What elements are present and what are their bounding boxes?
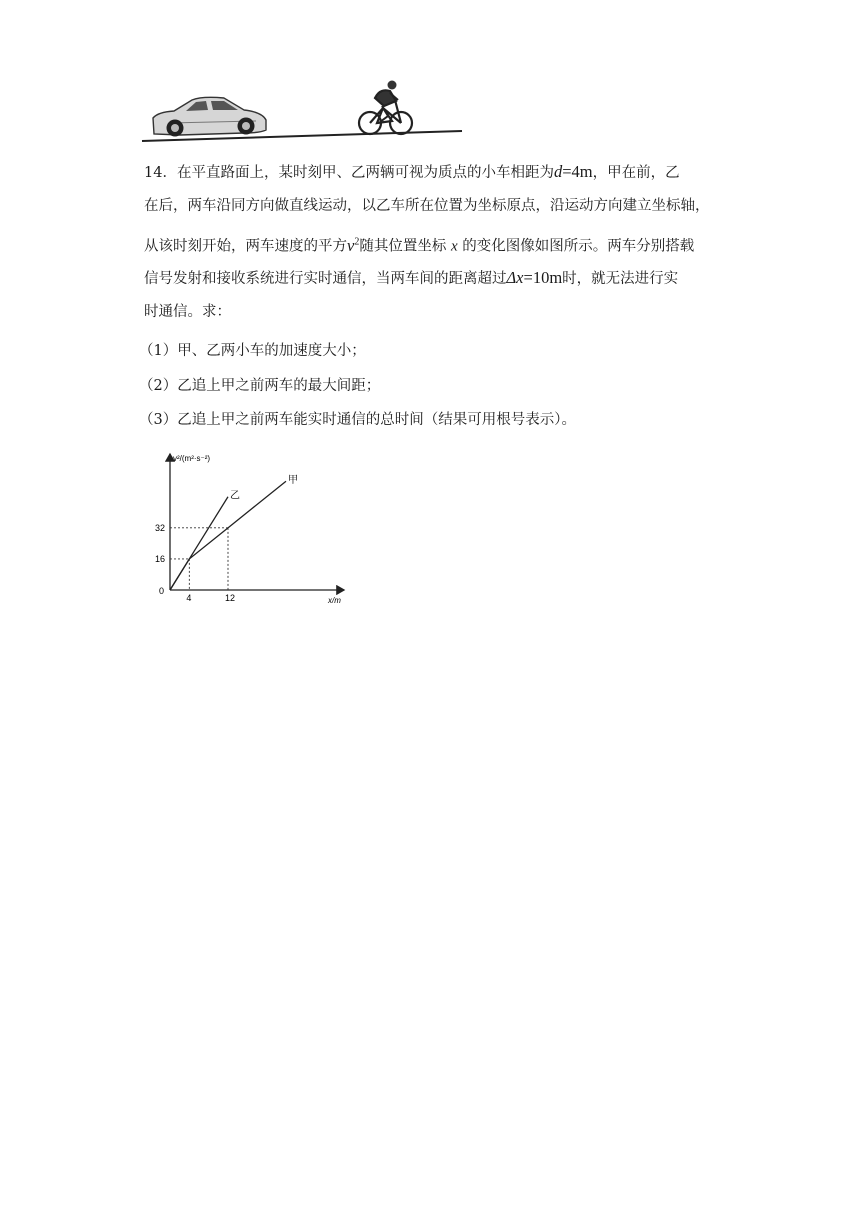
delta-x-variable: Δx [506, 268, 524, 287]
problem-text: 时，就无法进行实 [562, 271, 679, 287]
x-tick-label: 4 [186, 593, 192, 603]
y-tick-label: 32 [155, 522, 166, 533]
question-1 [139, 341, 366, 361]
problem-line-2 [144, 196, 710, 216]
distance-formula [554, 162, 593, 181]
problem-text: ，甲在前，乙 [592, 165, 680, 181]
y-axis-label: v²/(m²·s⁻²) [173, 454, 211, 463]
car-cyclist-illustration [140, 78, 465, 144]
problem-text: 信号发射和接收系统进行实时通信，当两车间的距离超过 [144, 271, 507, 287]
problem-text: 在后，两车沿同方向做直线运动，以乙车所在位置为坐标原点，沿运动方向建立坐标轴， [144, 198, 710, 214]
problem-text: 14．在平直路面上，某时刻甲、乙两辆可视为质点的小车相距为 [144, 165, 554, 181]
question-3 [139, 410, 576, 430]
exponent: 2 [354, 236, 360, 247]
origin-label: 0 [159, 586, 165, 596]
plot-area [155, 474, 298, 603]
delta-x-formula [507, 268, 563, 287]
d-variable: d [553, 162, 563, 181]
d-value: =4m [562, 162, 593, 181]
x-axis-label: x/m [328, 596, 341, 605]
x-variable: x [450, 238, 458, 255]
v-variable: v [347, 235, 355, 255]
series-label: 甲 [288, 475, 298, 487]
delta-x-value: =10m [523, 268, 563, 287]
problem-text: 的变化图像如图所示。两车分别搭载 [462, 238, 695, 255]
x-tick-label: 12 [225, 593, 236, 603]
problem-line-1 [144, 162, 680, 183]
problem-line-4 [144, 268, 678, 289]
v2-x-chart [148, 448, 358, 610]
question-2 [139, 376, 380, 396]
cyclist-image [359, 81, 412, 135]
question-text: （2）乙追上甲之前两车的最大间距； [139, 378, 381, 394]
v-squared [347, 236, 359, 255]
problem-text: 时通信。求： [144, 304, 231, 320]
question-text: （3）乙追上甲之前两车能实时通信的总时间（结果可用根号表示）。 [139, 412, 576, 428]
y-tick-label: 16 [155, 553, 166, 564]
question-text: （1）甲、乙两小车的加速度大小； [139, 343, 366, 359]
series-label: 乙 [230, 490, 240, 502]
problem-text: 随其位置坐标 [359, 238, 447, 255]
problem-text: 从该时刻开始，两车速度的平方 [144, 238, 347, 255]
car-image [153, 97, 266, 136]
problem-line-5 [144, 302, 231, 322]
problem-line-3 [144, 232, 694, 257]
